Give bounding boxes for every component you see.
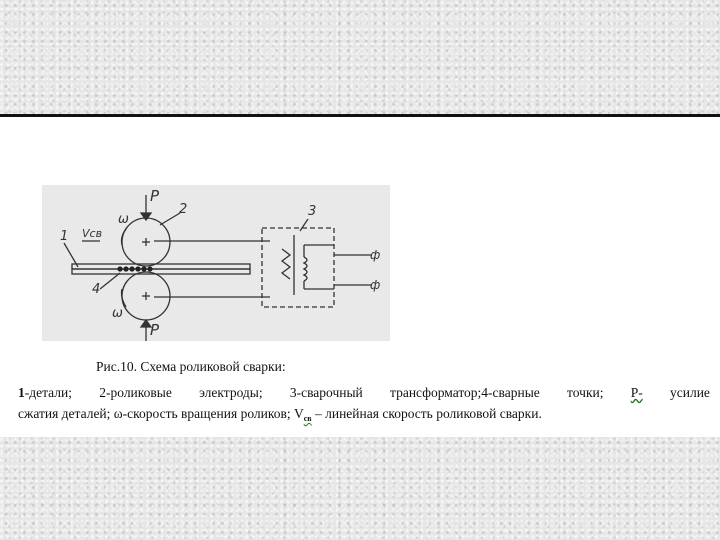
label-part-2: 2 [179, 202, 188, 217]
force-symbol: Р- [630, 385, 643, 400]
description-word: 2-роликовые [99, 385, 172, 400]
description-word: 3-сварочный [289, 385, 363, 400]
description-word: усилие [670, 385, 710, 400]
top-texture-band [0, 0, 720, 114]
leader-1 [64, 243, 78, 267]
bottom-roller-electrode [122, 272, 170, 320]
description-word: электроды; [199, 385, 263, 400]
legend-number-1: 1 [18, 385, 25, 400]
label-part-1: 1 [60, 229, 69, 244]
label-phi-bottom: ф [370, 278, 381, 292]
primary-winding [304, 257, 307, 281]
label-omega-top: ω [118, 212, 129, 227]
description-word: трансформатор;4-сварные [390, 385, 540, 400]
label-part-3: 3 [308, 204, 317, 219]
label-force-top: P [150, 187, 160, 205]
bottom-texture-band [0, 437, 720, 540]
top-roller-electrode [122, 218, 170, 266]
figure-description [18, 382, 710, 429]
description-word: точки; [567, 385, 604, 400]
title-divider [0, 114, 720, 117]
label-vsv: Vсв [82, 227, 103, 240]
description-line-2: сжатия деталей; ω-скорость вращения роликов; $V_{св}$ – линейная скорость роликовой сварки. [18, 406, 542, 423]
label-part-4: 4 [92, 282, 101, 297]
transformer-box [262, 228, 334, 307]
label-force-bottom: P [150, 321, 160, 339]
workpiece-strips [72, 264, 250, 274]
secondary-winding [282, 249, 290, 279]
figure-caption: Рис.10. Схема роликовой сварки: [96, 359, 286, 374]
leader-2 [160, 213, 180, 225]
description-word: 1-детали; [18, 385, 72, 400]
description-line-1 [18, 382, 710, 403]
roller-welding-diagram [42, 185, 390, 341]
leader-4 [100, 273, 120, 289]
label-phi-top: ф [370, 248, 381, 262]
omega-arc-top [122, 229, 127, 245]
label-omega-bottom: ω [112, 306, 123, 321]
velocity-subscript: св [303, 414, 312, 423]
leader-3 [300, 219, 308, 231]
